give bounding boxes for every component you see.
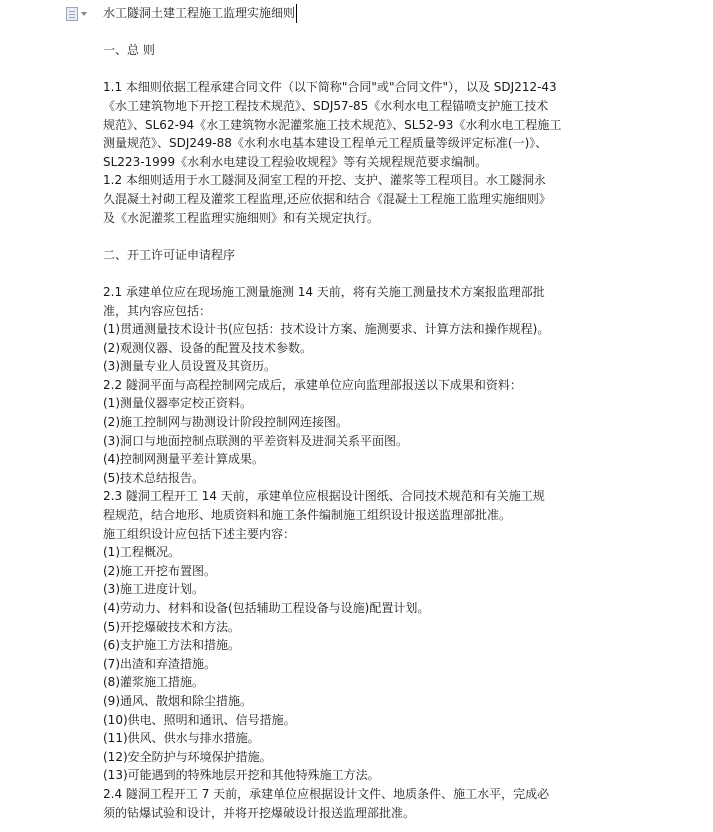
text-line: SL223-1999《水利水电建设工程验收规程》等有关规程规范要求编制。 [103,154,488,169]
text-line: (8)灌浆施工措施。 [103,675,204,690]
text-line: 施工组织设计应包括下述主要内容： [103,526,296,541]
text-line: 久混凝土衬砌工程及灌浆工程监理,还应依据和结合《混凝土工程施工监理实施细则》 [103,191,551,206]
section-heading: 二、开工许可证申请程序 [103,247,236,262]
text-line: (4)控制网测量平差计算成果。 [103,452,264,467]
text-line: (2)施工控制网与勘测设计阶段控制网连接图。 [103,415,348,430]
text-line: 2.4 隧洞工程开工 7 天前，承建单位应根据设计文件、地质条件、施工水平，完成必 [103,786,550,801]
text-line: 程规范，结合地形、地质资料和施工条件编制施工组织设计报送监理部批准。 [103,508,512,523]
text-line: 及《水泥灌浆工程监理实施细则》和有关规定执行。 [103,210,380,225]
text-line: 2.2 隧洞平面与高程控制网完成后，承建单位应向监理部报送以下成果和资料： [103,377,522,392]
text-line: (1)工程概况。 [103,545,180,560]
text-line: (3)洞口与地面控制点联测的平差资料及进洞关系平面图。 [103,433,409,448]
text-line: (9)通风、散烟和除尘措施。 [103,693,252,708]
text-line: 规范》、SL62-94《水工建筑物水泥灌浆施工技术规范》、SL52-93《水利水电工程施工 [103,117,562,132]
text-line: (2)施工开挖布置图。 [103,563,216,578]
text-line: (6)支护施工方法和措施。 [103,638,240,653]
chevron-down-icon [81,12,87,16]
text-line: (13)可能遇到的特殊地层开挖和其他特殊施工方法。 [103,768,380,783]
text-line: 2.1 承建单位应在现场施工测量施测 14 天前，将有关施工测量技术方案报监理部批 [103,284,545,299]
section-heading: 一、总 则 [103,43,155,58]
text-line: (1)测量仪器率定校正资料。 [103,396,252,411]
text-line: (12)安全防护与环境保护措施。 [103,749,272,764]
text-line: (2)观测仪器、设备的配置及技术参数。 [103,340,312,355]
text-line: 《水工建筑物地下开挖工程技术规范》、SDJ57-85《水利水电工程锚喷支护施工技术 [103,98,549,113]
text-line: (10)供电、照明和通讯、信号措施。 [103,712,296,727]
text-line: (5)开挖爆破技术和方法。 [103,619,240,634]
text-line: 须的钻爆试验和设计，并将开挖爆破设计报送监理部批准。 [103,805,416,820]
text-line: (5)技术总结报告。 [103,470,204,485]
text-line: 准，其内容应包括： [103,303,212,318]
text-line: 2.3 隧洞工程开工 14 天前，承建单位应根据设计图纸、合同技术规范和有关施工规 [103,489,545,504]
text-line: 测量规范》、SDJ249-88《水利水电基本建设工程单元工程质量等级评定标准(一)》、 [103,136,548,151]
text-line: 1.1 本细则依据工程承建合同文件（以下简称"合同"或"合同文件"），以及 SDJ212-43 [103,80,557,95]
page-icon [66,7,78,21]
document-body[interactable] [103,4,693,822]
text-line: (3)施工进度计划。 [103,582,204,597]
text-line: 1.2 本细则适用于水工隧洞及洞室工程的开挖、支护、灌浆等工程项目。水工隧洞永 [103,173,546,188]
text-line: (4)劳动力、材料和设备(包括辅助工程设备与设施)配置计划。 [103,601,430,615]
text-line: (3)测量专业人员设置及其资历。 [103,359,276,374]
text-line: (7)出渣和弃渣措施。 [103,656,216,671]
document-title: 水工隧洞土建工程施工监理实施细则 [103,4,693,23]
document-icon[interactable] [66,7,90,21]
text-line: (1)贯通测量技术设计书(应包括：技术设计方案、施测要求、计算方法和操作规程)。 [103,322,550,337]
text-line: (11)供风、供水与排水措施。 [103,731,260,746]
